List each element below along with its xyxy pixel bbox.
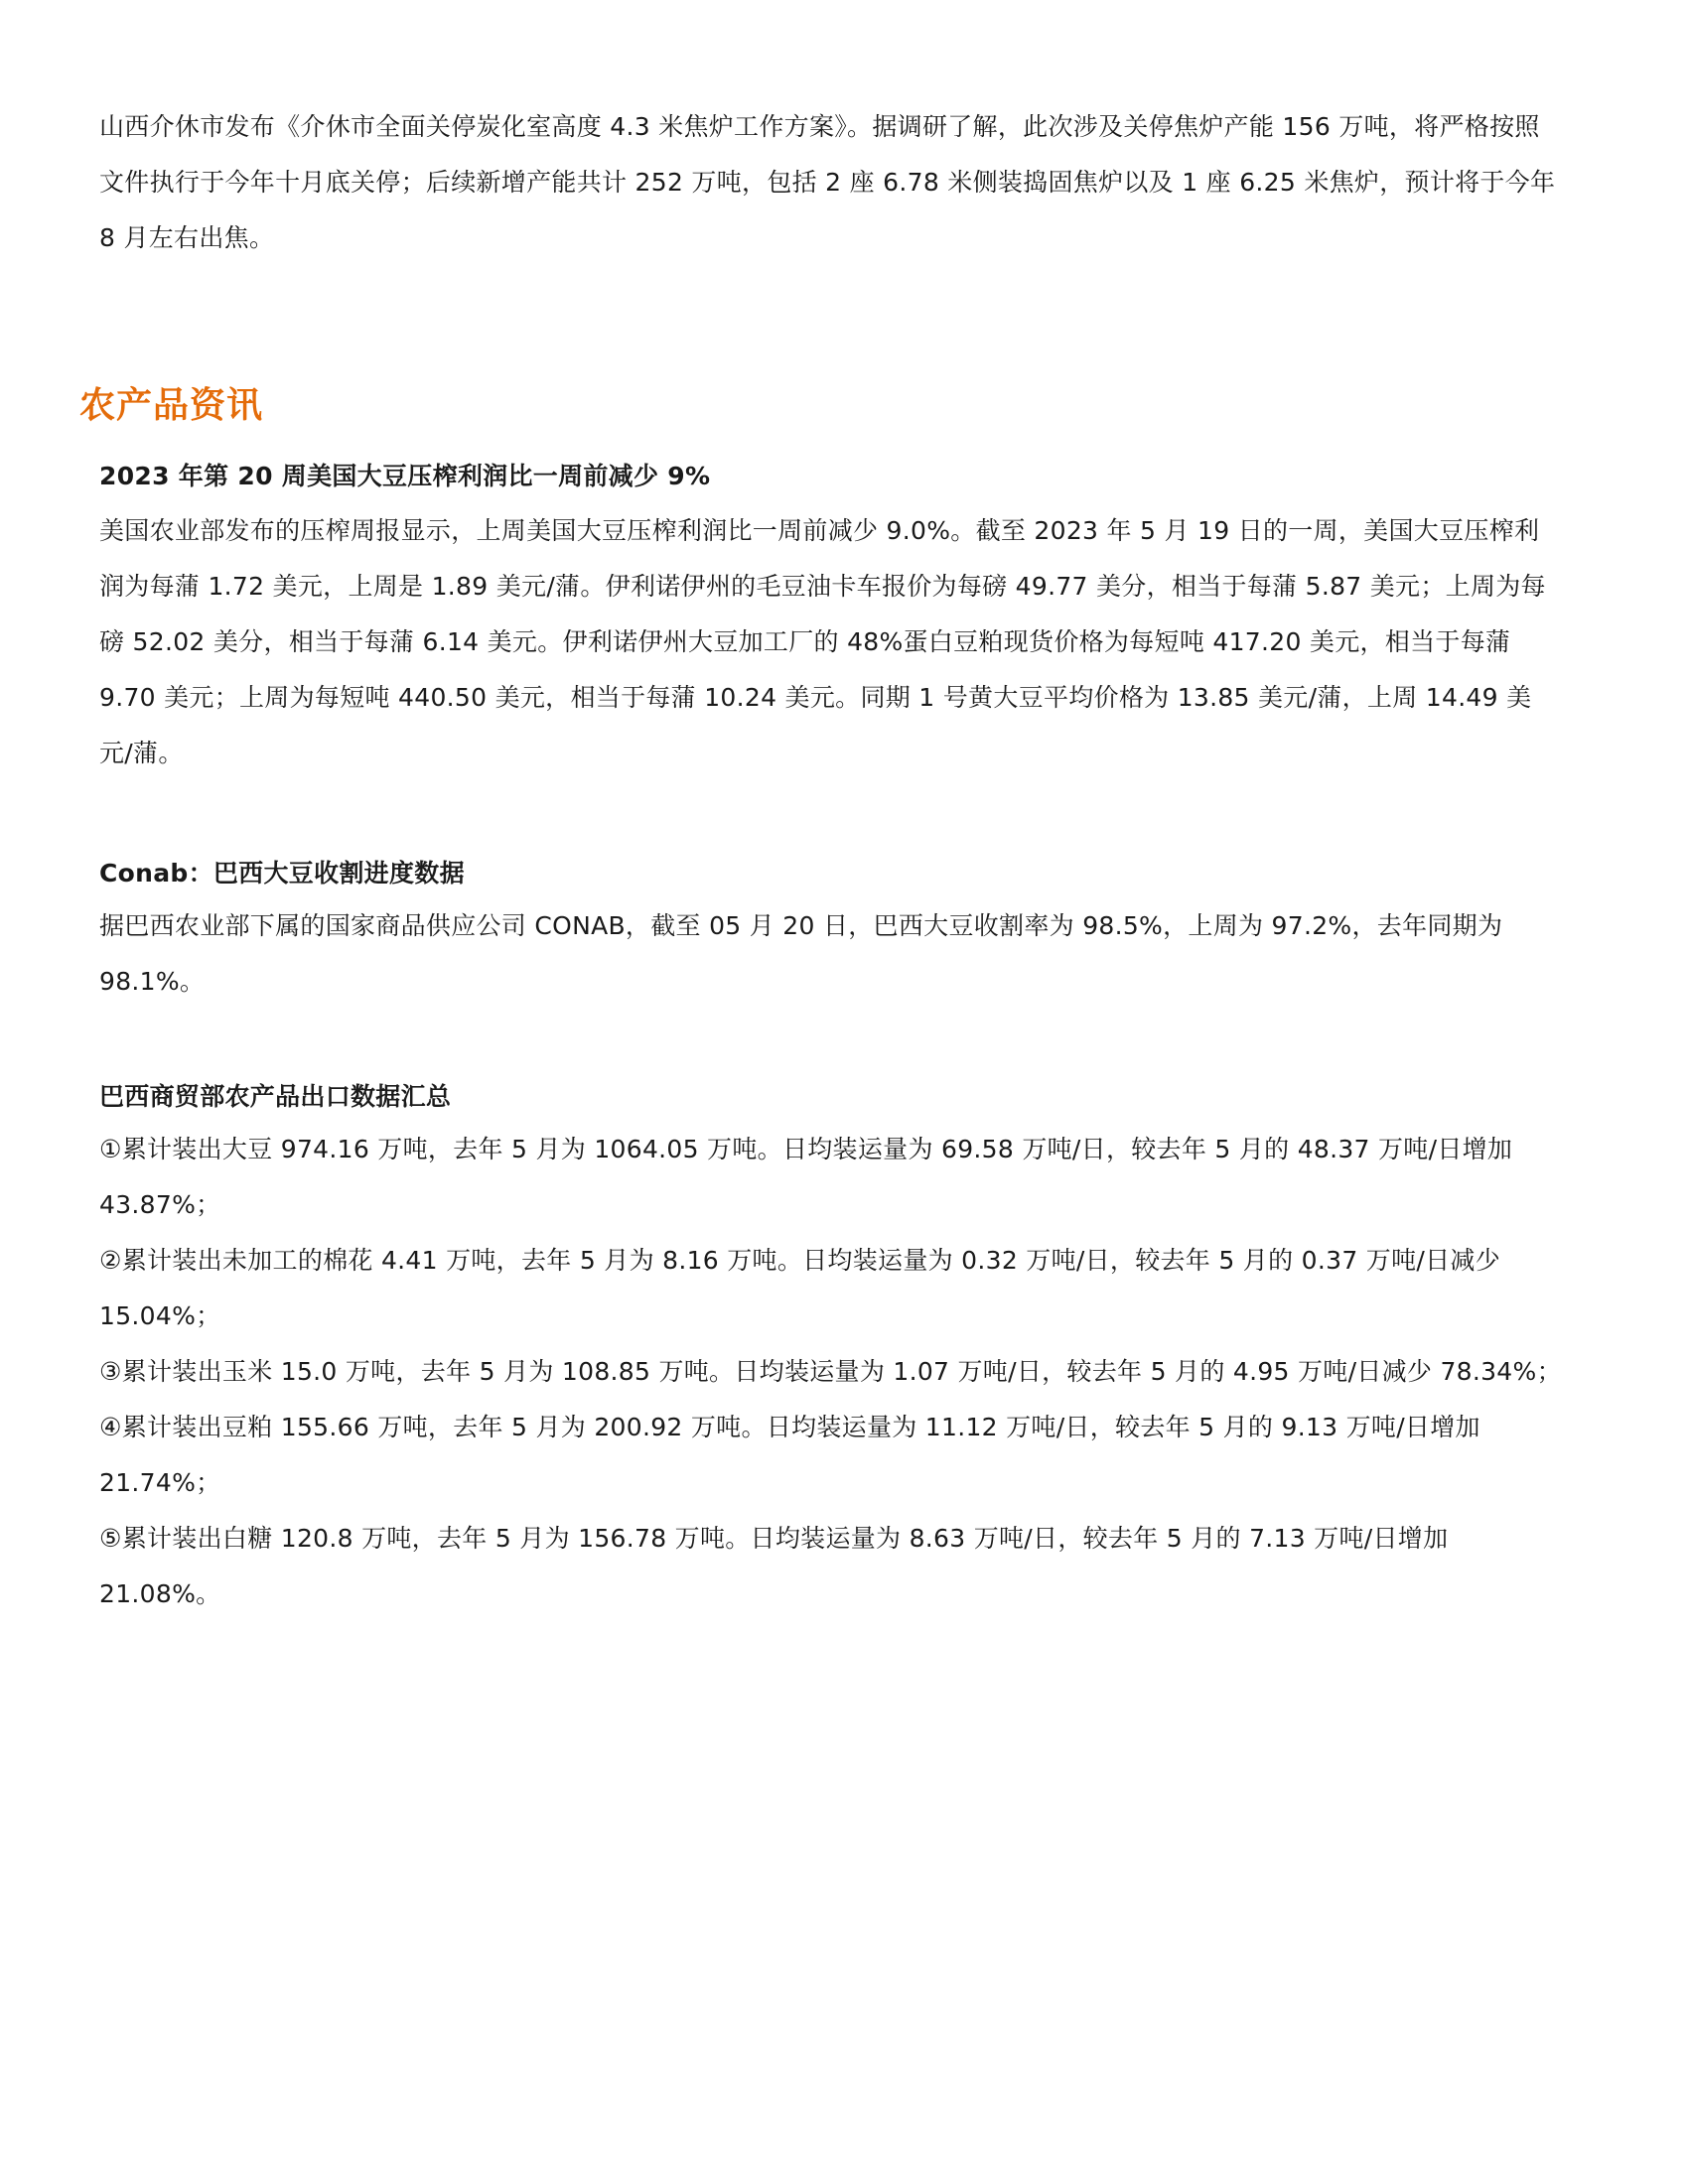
article-title-conab: Conab：巴西大豆收割进度数据 [99, 859, 465, 887]
list-item: ⑤累计装出白糖 120.8 万吨，去年 5 月为 156.78 万吨。日均装运量为 8.63 万吨/日，较去年 5 月的 7.13 万吨/日增加 21.08%。 [99, 1524, 1449, 1608]
export-data-list [99, 1122, 1564, 1622]
article-body-soy-crush: 美国农业部发布的压榨周报显示，上周美国大豆压榨利润比一周前减少 9.0%。截至 2023 年 5 月 19 日的一周，美国大豆压榨利润为每蒲 1.72 美元，上周是 1.89 美元/蒲。伊利诺伊州的毛豆油卡车报价为每磅 49.77 美分，相当于每蒲 5.87 美元；上周为每磅 52.02 美分，相当于每蒲 6.14 美元。伊利诺伊州大豆加工厂的 48%蛋白豆粕现货价格为每短吨 417.20 美元，相当于每蒲 9.70 美元；上周为每短吨 440.50 美元，相当于每蒲 10.24 美元。同期 1 号黄大豆平均价格为 13.85 美元/蒲，上周 14.49 美元/蒲。 [99, 516, 1546, 767]
list-item: ①累计装出大豆 974.16 万吨，去年 5 月为 1064.05 万吨。日均装运量为 69.58 万吨/日，较去年 5 月的 48.37 万吨/日增加 43.87%； [99, 1135, 1513, 1219]
list-item: ②累计装出未加工的棉花 4.41 万吨，去年 5 月为 8.16 万吨。日均装运量为 0.32 万吨/日，较去年 5 月的 0.37 万吨/日减少 15.04%； [99, 1246, 1500, 1330]
list-item: ④累计装出豆粕 155.66 万吨，去年 5 月为 200.92 万吨。日均装运量为 11.12 万吨/日，较去年 5 月的 9.13 万吨/日增加 21.74%； [99, 1413, 1480, 1497]
section-title: 农产品资讯 [79, 385, 264, 426]
article-title-brazil-exports: 巴西商贸部农产品出口数据汇总 [99, 1082, 452, 1111]
list-item: ③累计装出玉米 15.0 万吨，去年 5 月为 108.85 万吨。日均装运量为 1.07 万吨/日，较去年 5 月的 4.95 万吨/日减少 78.34%； [99, 1357, 1562, 1386]
article-body-conab: 据巴西农业部下属的国家商品供应公司 CONAB，截至 05 月 20 日，巴西大豆收割率为 98.5%，上周为 97.2%，去年同期为 98.1%。 [99, 911, 1503, 996]
intro-paragraph: 山西介休市发布《介休市全面关停炭化室高度 4.3 米焦炉工作方案》。据调研了解，此次涉及关停焦炉产能 156 万吨，将严格按照文件执行于今年十月底关停；后续新增产能共计 252 万吨，包括 2 座 6.78 米侧装捣固焦炉以及 1 座 6.25 米焦炉，预计将于今年 8 月左右出焦。 [99, 112, 1556, 252]
article-title-soy-crush: 2023 年第 20 周美国大豆压榨利润比一周前减少 9% [99, 462, 711, 490]
